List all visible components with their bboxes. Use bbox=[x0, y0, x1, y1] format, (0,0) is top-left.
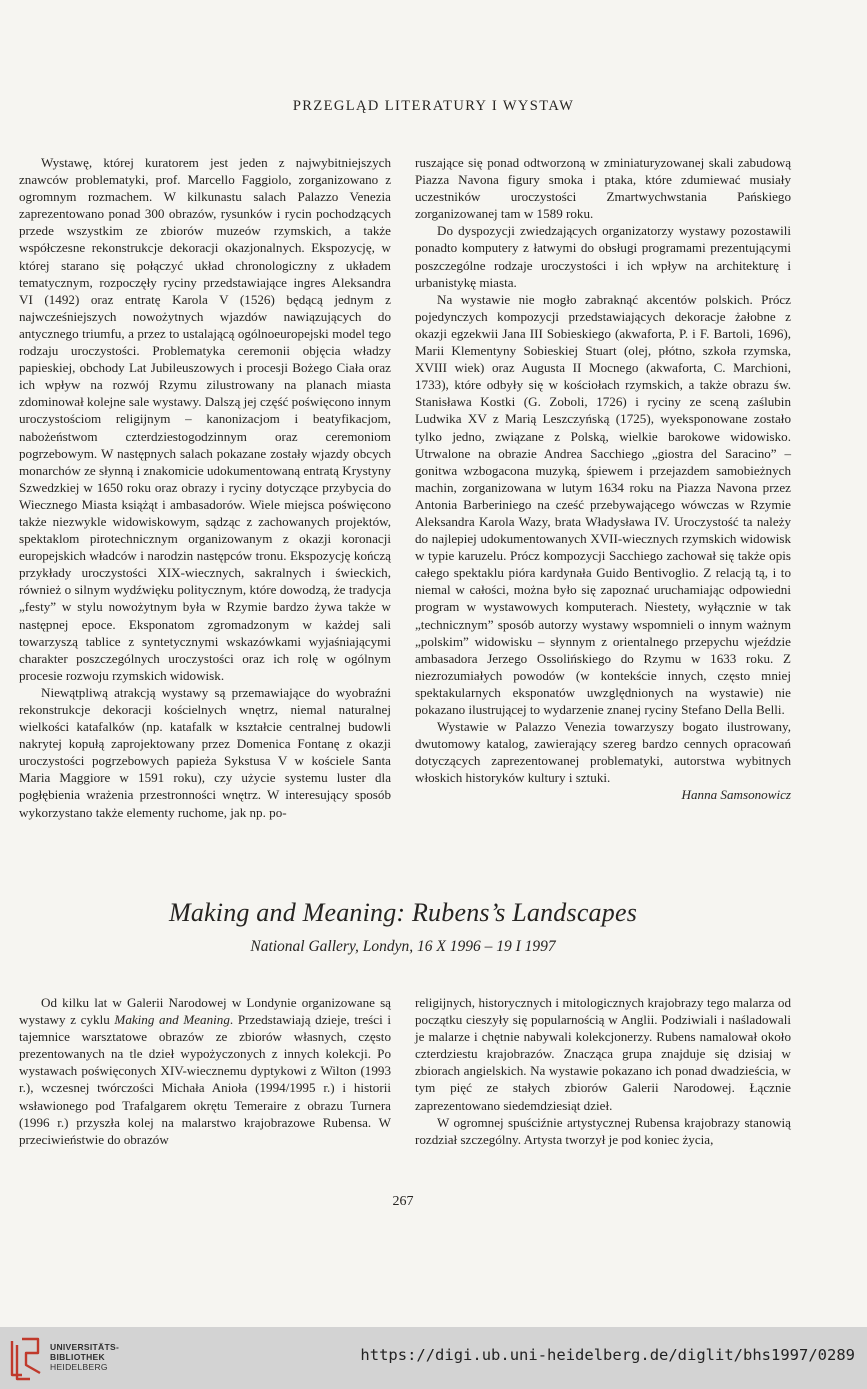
paragraph: Na wystawie nie mogło zabraknąć akcentów polskich. Prócz pojedynczych kompozycji przedstawiających dekoracje żałobne z okazji egzekwii Jana III Sobieskiego (akwaforta, P. i F. Bartoli, 1696), Marii Klementyny Sobieskiej Stuart (olej, płótno, szkoła rzymska, XVIII wiek) oraz Augusta II Mocnego (akwaforta, C. Marchioni, 1733), które odbyły się w kościołach rzymskich, a także obrazu św. Stanisława Kostki (G. Zoboli, 1726) i ryciny ze sceną zaślubin Ludwika XV z Marią Leszczyńską (1725), wyeksponowane zostało tylko jedno, związane z Polską, wielkie barokowe widowisko. Utrwalone na obrazie Andrea Sacchiego „giostra del Saracino” – gonitwa wzbogacona muzyką, śpiewem i przejazdem samobieżnych machin, zorganizowana w lutym 1634 roku na Piazza Navona przez Antonia Barberiniego na cześć przebywającego wówczas w Rzymie Aleksandra Karola Wazy, brata Władysława IV. Uroczystość ta należy do najlepiej udokumentowanych XVII-wiecznych rzymskich widowisk w typie karuzelu. Prócz kompozycji Sacchiego zachował się także opis całego spektaklu pióra kardynała Guido Bentivoglio. Z relacją tą, i to niemal w całości, można było się zapoznać uruchamiając odpowiedni program w wystawowych komputerach. Niestety, wyłącznie w tak „technicznym” sposób autorzy wystawy wspomnieli o innym ważnym „polskim” widowisku – słynnym z orientalnego przepychu wjeździe ambasadora Jerzego Ossolińskiego do Rzymu w 1633 roku. Z niezrozumiałych powodów (w kontekście innych, często mniej spektakularnych eksponatów uwzględnionych na wystawie) nie pokazano ilustrującej to wydarzenie znanej ryciny Stefano Della Belli. bbox=[415, 291, 791, 717]
paragraph: Wystawie w Palazzo Venezia towarzyszy bogato ilustrowany, dwutomowy katalog, zawierający szereg bardzo cennych opracowań dotyczących zaprezentowanej problematyki, autorstwa wybitnych włoskich historyków kultury i sztuki. bbox=[415, 719, 791, 786]
footer-bar bbox=[0, 1327, 867, 1389]
text-run: . Przedstawiają dzieje, treści i tajemnice warsztatowe obrazów ze zbiorów własnych, często prezentowanych na tle dzieł wypożyczonych z innych kolekcji. Po wystawach poświęconych XIV-wiecznemu dyptykowi z Wilton (1993 r.), wczesnej twórczości Michała Anioła (1994/1995 r.) i historii wsławionego pod Trafalgarem okrętu Temeraire z obrazu Turnera (1996 r.) przyszła kolej na malarstwo krajobrazowe Rubensa. W przeciwieństwie do obrazów bbox=[19, 1012, 391, 1147]
library-logo-text[interactable] bbox=[50, 1342, 119, 1372]
logo-line: UNIVERSITÄTS- bbox=[50, 1342, 120, 1352]
review-title: Making and Meaning: Rubens’s Landscapes bbox=[168, 898, 638, 927]
review-subtitle: National Gallery, Londyn, 16 X 1996 – 19 I 1997 bbox=[250, 938, 556, 955]
paragraph: W ogromnej spuściźnie artystycznej Rubensa krajobrazy stanowią rozdział szczególny. Artysta tworzył je pod koniec życia, bbox=[415, 1114, 791, 1147]
article1-column-left bbox=[19, 154, 391, 821]
source-url[interactable]: https://digi.ub.uni-heidelberg.de/diglit/bhs1997/0289 bbox=[360, 1346, 855, 1364]
article2-column-left bbox=[19, 994, 391, 1148]
logo-line: BIBLIOTHEK bbox=[50, 1352, 105, 1362]
series-name: Making and Meaning bbox=[114, 1012, 230, 1028]
paragraph: Wystawę, której kuratorem jest jeden z najwybitniejszych znawców problematyki, prof. Marcello Faggiolo, zorganizowano z ogromnym rozmachem. W kilkunastu salach Palazzo Venezia zaprezentowano ponad 300 obrazów, rysunków i rycin pochodzących przede wszystkim ze zbiorów muzeów rzymskich, a także współczesne rekonstrukcje dekoracji okazjonalnych. Ekspozycję, w której starano się połączyć układ chronologiczny z układem tematycznym, rozpoczęły ryciny przedstawiające ingres Aleksandra VI (1492) oraz entratę Karola V (1526) będącą jednym z najwcześniejszych nowożytnych wjazdów nawiązujących do antycznego triumfu, a przez to ustalającą ogólnoeuropejski model tego rodzaju uroczystości. Problematyka ceremonii objęcia władzy papieskiej, obchody Lat Jubileuszowych i procesji Bożego Ciała oraz ich wpływ na rozwój Rzymu zilustrowany na planach miasta zdominował kolejne sale wystawy. Dalszą jej część poświęcono innym uroczystościom religijnym – kanonizacjom i beatyfikacjom, nabożeństwom czterdziestogodzinnym oraz ceremoniom pogrzebowym. W następnych salach pokazane zostały wjazdy obcych monarchów ze słynną i znakomicie udokumentowaną entratą Krystyny Szwedzkiej w 1650 roku oraz obrazy i ryciny dotyczące przybycia do Wiecznego Miasta książąt i ambasadorów. Wiele miejsca poświęcono także niezwykle widowiskowym, sądząc z zachowanych projektów, spektaklom pirotechnicznym organizowanym z okazji koronacji europejskich władców i narodzin następców tronu. Ekspozycję kończą przykłady uroczystości XIX-wiecznych, sakralnych i świeckich, również o silnym wydźwięku politycznym, które dowodzą, że tradycja „festy” w stylu nowożytnym była w Rzymie bardzo żywa także w następnej epoce. Eksponatom zgromadzonym w każdej sali towarzyszą tablice z syntetycznymi wskazówkami wyjaśniającymi charakter poszczególnych uroczystości oraz ich rolę w ogólnym procesie rozwoju rzymskich widowisk. bbox=[19, 155, 391, 683]
paragraph bbox=[19, 994, 391, 1148]
paragraph: ruszające się ponad odtworzoną w zminiaturyzowanej skali zabudową Piazza Navona figury smoka i ptaka, które zdumiewać musiały uczestników uroczystości Zmartwychwstania Pańskiego zorganizowanej tam w 1589 roku. bbox=[415, 155, 791, 222]
paragraph: religijnych, historycznych i mitologicznych krajobrazy tego malarza od początku cieszyły się popularnością w Anglii. Podziwiali i naśladowali je malarze i chętnie nabywali kolekcjonerzy. Rubens namalował około czterdziestu krajobrazów. Znacząca grupa znajduje się dzisiaj w zbiorach angielskich. Na wystawie pokazano ich ponad dwadzieścia, w tym pięć ze stałych zbiorów Galerii Narodowej. Łącznie zaprezentowano siedemdziesiąt dzieł. bbox=[415, 995, 791, 1113]
running-head: PRZEGLĄD LITERATURY I WYSTAW bbox=[292, 98, 575, 114]
author-signature: Hanna Samsonowicz bbox=[681, 787, 791, 803]
logo-line: HEIDELBERG bbox=[50, 1362, 108, 1372]
library-logo-icon[interactable] bbox=[8, 1335, 44, 1381]
text-run: Od kilku lat w Galerii Narodowej w Londynie organizowane są wystawy z cyklu bbox=[19, 995, 391, 1028]
article1-column-right bbox=[415, 154, 791, 804]
page-number: 267 bbox=[392, 1194, 414, 1209]
paragraph: Do dyspozycji zwiedzających organizatorzy wystawy pozostawili ponadto komputery z łatwymi do obsługi programami prezentującymi poszczególne rodzaje uroczystości i ich wpływ na architekturę i urbanistykę miasta. bbox=[415, 223, 791, 290]
article2-column-right bbox=[415, 994, 791, 1148]
paragraph: Niewątpliwą atrakcją wystawy są przemawiające do wyobraźni rekonstrukcje dekoracji kościelnych wnętrz, niemal naturalnej wielkości katafalków (np. katafalk w kształcie centralnej budowli nakrytej kopułą zaprojektowany przez Domenica Fontanę z okazji uroczystości pogrzebowych papieża Sykstusa V w kościele Santa Maria Maggiore w 1591 roku), czy użycie systemu luster dla pogłębienia wrażenia przestronności wnętrz. W interesujący sposób wykorzystano także elementy ruchome, jak np. po- bbox=[19, 684, 391, 820]
